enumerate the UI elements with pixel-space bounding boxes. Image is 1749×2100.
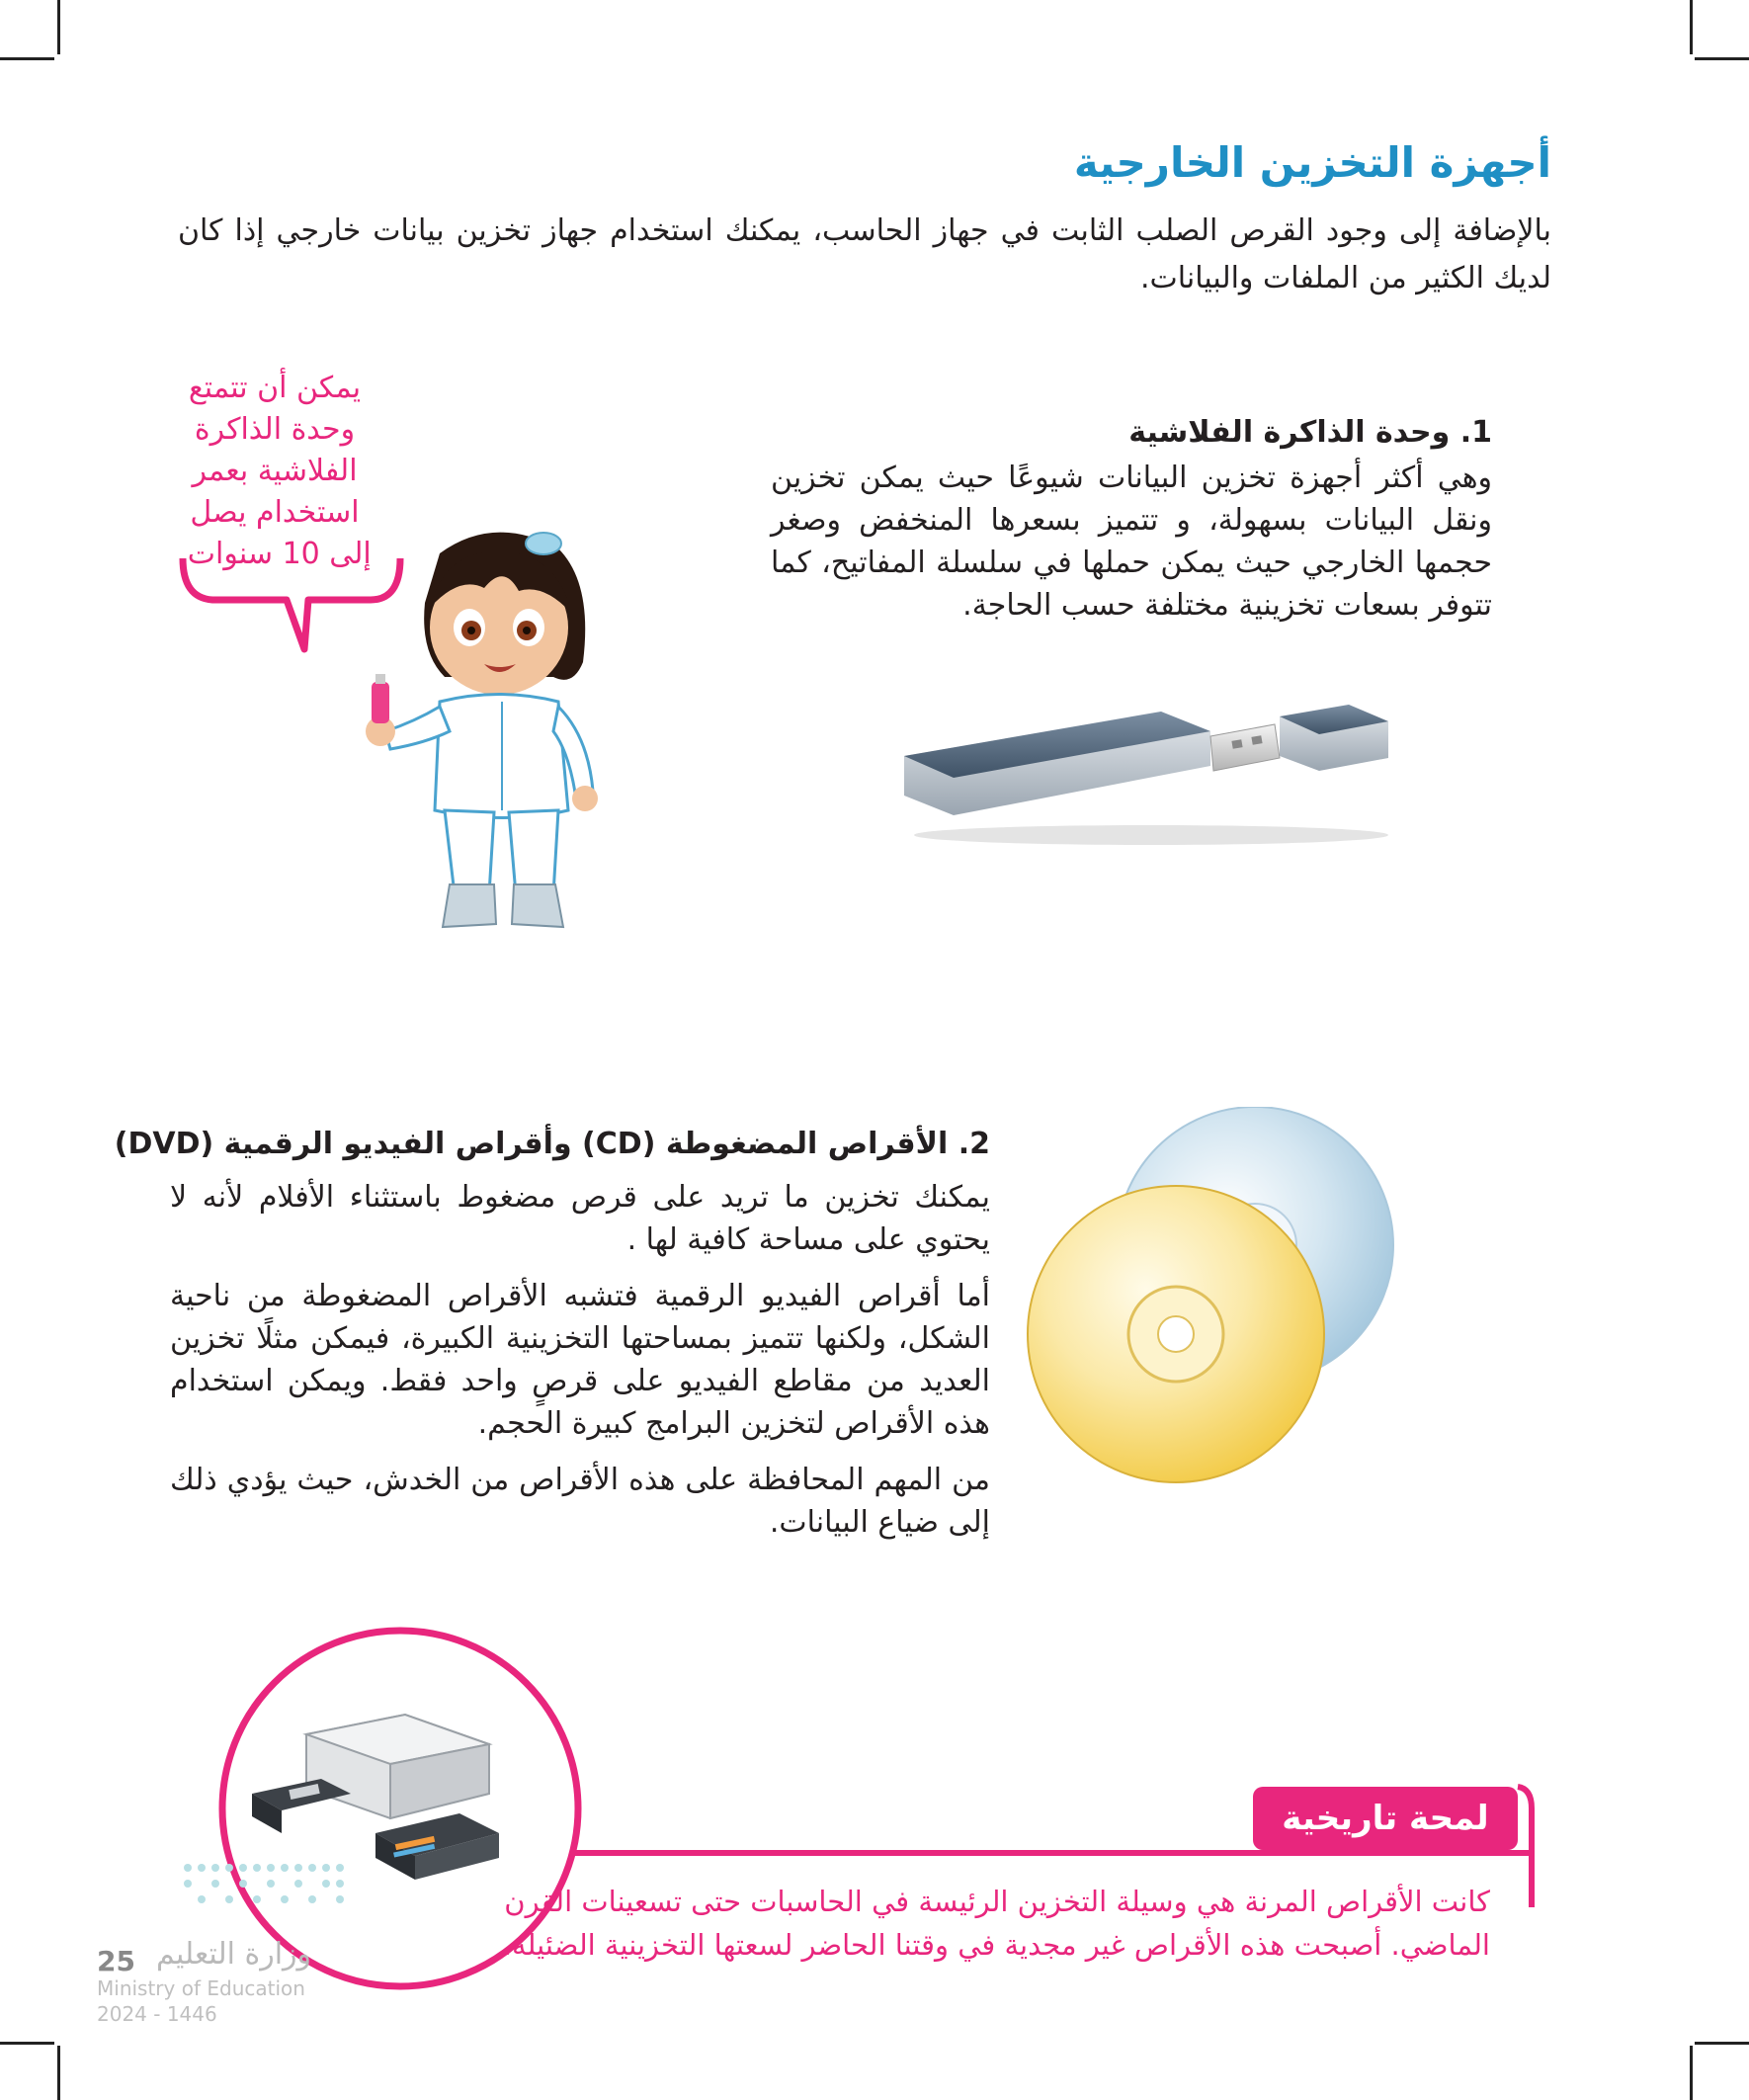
cd-dvd-discs-image: [1018, 1107, 1403, 1492]
ministry-name-arabic: وزارة التعليم: [156, 1937, 312, 1972]
section2-paragraph: يمكنك تخزين ما تريد على قرص مضغوط باستثناء الأفلام لأنه لا يحتوي على مساحة كافية لها .: [170, 1180, 990, 1257]
bubble-line: الفلاشية بعمر: [192, 454, 358, 488]
crop-mark: [57, 2046, 60, 2100]
crop-mark: [0, 57, 54, 60]
crop-mark: [1695, 2042, 1749, 2045]
bubble-line: يمكن أن تتمتع: [188, 371, 362, 405]
bubble-line: وحدة الذاكرة: [194, 412, 356, 447]
section1-paragraph: وهي أكثر أجهزة تخزين البيانات شيوعًا حيث يمكن تخزين ونقل البيانات بسهولة، و تتميز بسعرها المنخفض وصغر حجمها الخارجي حيث يمكن حملها في سلسلة المفاتيح، كما تتوفر بسعات تخزينية مختلفة حسب الحاجة.: [771, 461, 1492, 623]
usb-flash-drive-image: [884, 697, 1418, 855]
ministry-name-english: Ministry of Education: [97, 1976, 305, 2000]
crop-mark: [1695, 57, 1749, 60]
intro-paragraph: بالإضافة إلى وجود القرص الصلب الثابت في جهاز الحاسب، يمكنك استخدام جهاز تخزين بيانات خارجي إذا كان لديك الكثير من الملفات والبيانات.: [178, 213, 1551, 295]
ministry-year: 2024 - 1446: [97, 2002, 217, 2026]
crop-mark: [1690, 2046, 1693, 2100]
bubble-line: إلى 10 سنوات.: [178, 537, 372, 571]
section2-title: 2. الأقراص المضغوطة (CD) وأقراص الفيديو الرقمية (DVD): [114, 1127, 990, 1161]
section2-paragraph: أما أقراص الفيديو الرقمية فتشبه الأقراص المضغوطة من ناحية الشكل، ولكنها تتميز بمساحتها التخزينية الكبيرة، فيمكن مثلًا تخزين العديد من مقاطع الفيديو على قرصٍ واحد فقط. ويمكن استخدام هذه الأقراص لتخزين البرامج كبيرة الحجم.: [170, 1279, 990, 1441]
bubble-line: استخدام يصل: [190, 495, 360, 530]
section2-text: [170, 1176, 990, 1557]
crop-mark: [1690, 0, 1693, 54]
page-number: 25: [97, 1945, 135, 1977]
crop-mark: [0, 2042, 54, 2045]
page-title: أجهزة التخزين الخارجية: [1073, 138, 1551, 187]
ministry-logo-icon: [178, 1858, 356, 1927]
section2-paragraph: من المهم المحافظة على هذه الأقراص من الخدش، حيث يؤدي ذلك إلى ضياع البيانات.: [170, 1463, 990, 1540]
history-text: كانت الأقراص المرنة هي وسيلة التخزين الرئيسة في الحاسبات حتى تسعينات القرن الماضي. أصبحت هذه الأقراص غير مجدية في وقتنا الحاضر لسعتها التخزينية الضئيلة.: [502, 1885, 1490, 1962]
history-badge: [1253, 1787, 1518, 1850]
history-badge-label: لمحة تاريخية: [1282, 1799, 1489, 1838]
girl-character-illustration: [346, 504, 642, 939]
crop-mark: [57, 0, 60, 54]
section1-title: 1. وحدة الذاكرة الفلاشية: [1128, 415, 1492, 450]
